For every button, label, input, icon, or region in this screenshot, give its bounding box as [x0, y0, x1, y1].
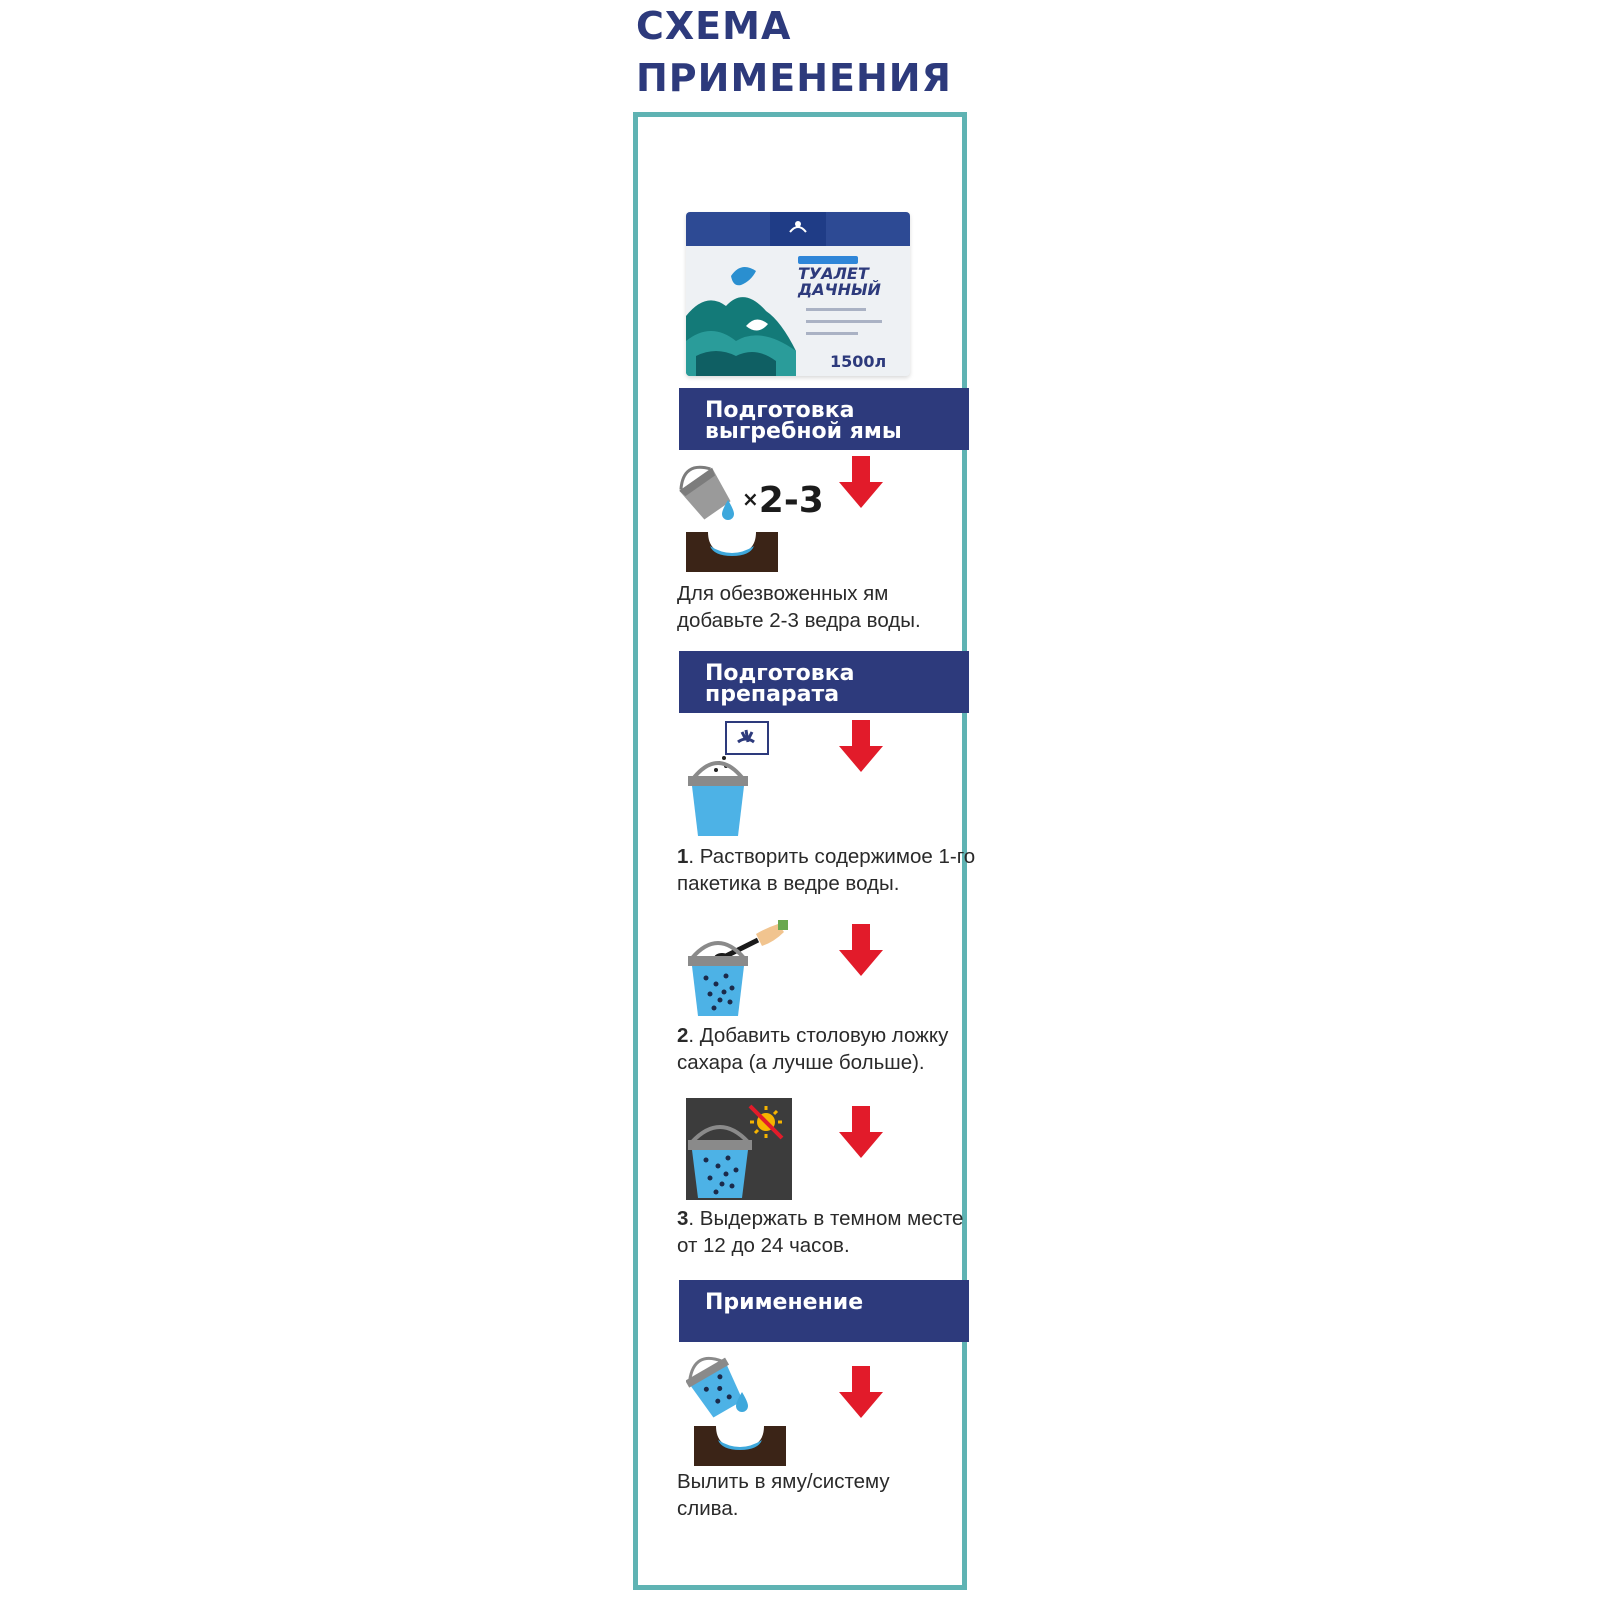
product-weight: 1500л: [830, 352, 887, 371]
step-3-text: 3. Выдержать в темном месте от 12 до 24 часов.: [677, 1207, 964, 1257]
title-line-1: СХЕМА: [636, 4, 792, 48]
section-preparation: Подготовка препарата: [679, 651, 969, 713]
spoon-sugar-icon: [686, 916, 792, 1020]
down-arrow-icon: [839, 720, 883, 772]
down-arrow-icon: [839, 924, 883, 976]
step-pit-text: Для обезвоженных ям добавьте 2-3 ведра воды.: [677, 582, 921, 632]
bird-landscape-icon: [686, 246, 796, 376]
package-badge: [798, 256, 858, 264]
section-application: Применение: [679, 1280, 969, 1342]
product-package-image: [686, 212, 910, 376]
dark-place-no-sun-icon: [686, 1098, 792, 1200]
title-line-2: ПРИМЕНЕНИЯ: [636, 56, 952, 100]
bucket-pour-pit-icon: [686, 1356, 756, 1418]
bucket-pour-icon: [676, 464, 746, 526]
brand-logo-icon: [770, 212, 826, 246]
down-arrow-icon: [839, 1366, 883, 1418]
step-apply-text: Вылить в яму/систему слива.: [677, 1470, 890, 1520]
step-1-text: 1. Растворить содержимое 1-го пакетика в ведре воды.: [677, 845, 976, 895]
step-2-text: 2. Добавить столовую ложку сахара (а лучше больше).: [677, 1024, 949, 1074]
down-arrow-icon: [839, 1106, 883, 1158]
packet-into-bucket-icon: [686, 720, 776, 838]
pit-icon: [694, 1426, 786, 1466]
bucket-multiplier: ×2-3: [742, 480, 824, 521]
page-title: [636, 0, 952, 104]
product-name: ТУАЛЕТ ДАЧНЫЙ: [798, 264, 881, 299]
down-arrow-icon: [839, 456, 883, 508]
section-pit-preparation: Подготовка выгребной ямы: [679, 388, 969, 450]
pit-icon: [686, 532, 778, 572]
